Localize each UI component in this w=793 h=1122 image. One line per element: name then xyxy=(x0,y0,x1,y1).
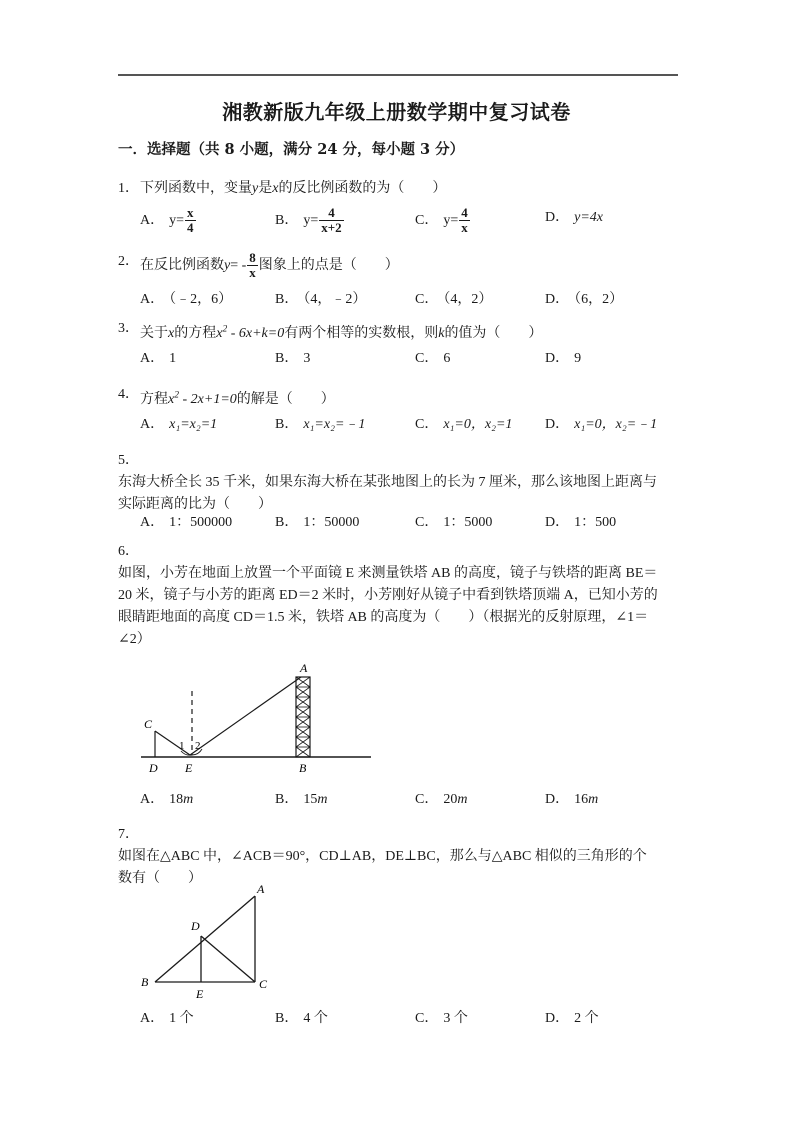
q3-option-a-text: 1 xyxy=(169,351,177,366)
q4-option-b[interactable] xyxy=(275,413,365,433)
q3-equation: $x^2 - 6x+k=0$ xyxy=(216,324,285,341)
q5-option-b[interactable] xyxy=(275,511,359,531)
q1-option-a-fraction xyxy=(185,206,196,234)
q1-stem-text-1: 下列函数中，变量 xyxy=(140,181,252,196)
label-B: B xyxy=(299,761,307,775)
q5-option-b-text: 1：50000 xyxy=(303,515,360,530)
question-2-stem xyxy=(140,250,399,280)
q1-option-d-expr: y=4x xyxy=(574,210,603,225)
q3-option-c-text: 6 xyxy=(443,351,451,366)
q4-option-b-label: B． xyxy=(275,417,299,432)
question-1-options xyxy=(118,206,680,240)
q2-option-b[interactable] xyxy=(275,288,366,308)
label-D: D xyxy=(149,761,158,775)
q6-option-b-text: 15 xyxy=(303,792,318,807)
q7-option-c-label: C． xyxy=(415,1011,439,1026)
q6-option-d-label: D． xyxy=(545,792,570,807)
question-5-number: 5． xyxy=(118,453,139,468)
question-3-stem xyxy=(140,326,542,341)
q6-option-d[interactable] xyxy=(545,788,598,808)
q3-stem-text-2: 的方程 xyxy=(174,325,217,341)
q7-option-d-label: D． xyxy=(545,1011,570,1026)
q1-stem-text-3: 的反比例函数的为（ ） xyxy=(278,181,447,196)
q7-option-b-label: B． xyxy=(275,1011,299,1026)
q2-option-a-label: A． xyxy=(140,292,165,307)
label-E: E xyxy=(196,987,204,1001)
q4-equation: $x^2 - 2x+1=0$ xyxy=(168,390,237,407)
q6-option-a-text: 18 xyxy=(169,792,184,807)
q6-option-a[interactable] xyxy=(140,788,193,808)
question-4 xyxy=(118,384,680,411)
q6-option-b[interactable] xyxy=(275,788,327,808)
q1-option-a-label: A． xyxy=(140,212,165,228)
question-4-number: 4． xyxy=(118,387,139,402)
q7-option-a-text: 1 个 xyxy=(169,1011,194,1026)
q3-option-d-text: 9 xyxy=(574,351,582,366)
question-7-options xyxy=(118,1007,680,1029)
q3-option-b-text: 3 xyxy=(303,351,311,366)
q7-option-b-text: 4 个 xyxy=(303,1011,328,1026)
q6-option-a-unit: m xyxy=(183,792,194,807)
q3-option-c-label: C． xyxy=(415,351,439,366)
q1-option-c-fraction xyxy=(459,206,470,234)
q1-option-b-denominator: x+2 xyxy=(321,219,342,235)
q1-option-b-numerator: 4 xyxy=(328,205,335,220)
question-2 xyxy=(118,251,680,279)
q4-option-d-label: D． xyxy=(545,417,570,432)
section-heading: 一．选择题（共 8 小题，满分 24 分，每小题 3 分） xyxy=(118,141,465,158)
q2-var-y: y xyxy=(224,257,231,273)
q2-denominator: x xyxy=(249,264,256,280)
q1-option-c[interactable] xyxy=(415,206,471,234)
q3-option-d[interactable] xyxy=(545,347,581,367)
q1-option-c-prefix: y= xyxy=(443,212,459,228)
q4-option-d-text: x₁=0，x₂=﹣1 xyxy=(574,417,658,432)
label-A: A xyxy=(300,661,308,675)
q1-var-x: x xyxy=(272,181,279,196)
q6-stem-line-1: 如图，小芳在地面上放置一个平面镜 E 来测量铁塔 AB 的高度，镜子与铁塔的距离 BE＝ xyxy=(118,566,658,581)
q7-option-a-label: A． xyxy=(140,1011,165,1026)
q3-stem-text-4: 的值为（ ） xyxy=(444,325,543,341)
q2-option-a-text: （﹣2，6） xyxy=(169,292,233,307)
q1-option-a-numerator: x xyxy=(187,205,194,220)
q1-option-b[interactable] xyxy=(275,206,345,234)
label-B: B xyxy=(141,975,149,989)
mirror-tower-diagram xyxy=(133,655,378,785)
label-A: A xyxy=(257,882,265,896)
question-7-number: 7． xyxy=(118,827,139,842)
q1-option-b-fraction xyxy=(319,206,343,234)
q3-option-b[interactable] xyxy=(275,347,310,367)
q4-option-a[interactable] xyxy=(140,413,217,433)
q5-option-a-label: A． xyxy=(140,515,165,530)
question-6-number: 6． xyxy=(118,544,139,559)
question-1 xyxy=(118,178,680,200)
q2-option-c[interactable] xyxy=(415,288,492,308)
q6-option-c-unit: m xyxy=(457,792,468,807)
q3-option-d-label: D． xyxy=(545,351,570,366)
q5-option-c[interactable] xyxy=(415,511,492,531)
label-C: C xyxy=(144,717,153,731)
segment-cd xyxy=(201,936,255,982)
q5-option-d[interactable] xyxy=(545,511,616,531)
q6-stem-line-3: 眼睛距地面的高度 CD＝1.5 米，铁塔 AB 的高度为（ ）（根据光的反射原理，∠1＝ xyxy=(118,610,649,625)
mirror-tower-svg xyxy=(133,655,378,785)
q5-stem-line-2: 实际距离的比为（ ） xyxy=(118,497,272,512)
q2-stem-text-1: 在反比例函数 xyxy=(140,257,224,273)
q3-var-k: k xyxy=(438,325,445,341)
q2-equals-minus: = - xyxy=(230,257,247,273)
question-4-options xyxy=(118,413,680,435)
q7-option-b[interactable] xyxy=(275,1007,328,1027)
page-title: 湘教新版九年级上册数学期中复习试卷 xyxy=(222,100,571,124)
q2-option-c-label: C． xyxy=(415,292,439,307)
q3-stem-text-3: 有两个相等的实数根，则 xyxy=(284,325,439,341)
q1-option-a-prefix: y= xyxy=(169,212,185,228)
question-3-number: 3． xyxy=(118,321,139,336)
q5-stem-line-1: 东海大桥全长 35 千米，如果东海大桥在某张地图上的长为 7 厘米，那么该地图上距离与 xyxy=(118,475,657,490)
q2-option-b-label: B． xyxy=(275,292,299,307)
label-angle-1: 1 xyxy=(179,740,185,752)
q1-option-c-denominator: x xyxy=(461,219,468,235)
q6-option-c-text: 20 xyxy=(443,792,458,807)
q4-option-c-text: x₁=0，x₂=1 xyxy=(443,417,513,432)
right-triangle-diagram xyxy=(133,878,333,1003)
incident-ray-ce xyxy=(155,731,190,755)
q4-option-b-text: x₁=x₂=﹣1 xyxy=(303,417,366,432)
q7-stem-line-2: 数有（ ） xyxy=(118,871,202,886)
q7-option-c-text: 3 个 xyxy=(443,1011,468,1026)
q2-option-c-text: （4，2） xyxy=(443,292,493,307)
question-3-options xyxy=(118,347,680,369)
q3-stem-text-1: 关于 xyxy=(140,325,168,341)
q6-option-c[interactable] xyxy=(415,788,467,808)
q1-option-d-label: D． xyxy=(545,210,570,225)
q4-stem-text-2: 的解是（ ） xyxy=(236,391,335,407)
question-1-stem xyxy=(140,181,446,196)
q4-option-c[interactable] xyxy=(415,413,512,433)
q5-option-a[interactable] xyxy=(140,511,232,531)
q2-option-d-label: D． xyxy=(545,292,570,307)
q3-option-c[interactable] xyxy=(415,347,450,367)
q2-option-b-text: （4，﹣2） xyxy=(303,292,367,307)
q7-option-a[interactable] xyxy=(140,1007,194,1027)
q1-stem-text-2: 是 xyxy=(258,181,273,196)
q6-stem-line-4: ∠2） xyxy=(118,632,151,647)
q4-option-a-text: x₁=x₂=1 xyxy=(169,417,218,432)
q6-option-b-unit: m xyxy=(317,792,328,807)
question-6-stem xyxy=(118,563,680,651)
q3-option-a[interactable] xyxy=(140,347,176,367)
q5-option-c-label: C． xyxy=(415,515,439,530)
q4-stem-text-1: 方程 xyxy=(140,391,168,407)
q2-stem-text-2: 图象上的点是（ ） xyxy=(258,257,399,273)
q4-option-a-label: A． xyxy=(140,417,165,432)
question-2-options xyxy=(118,288,680,310)
q2-fraction xyxy=(247,251,258,279)
question-6-options xyxy=(118,788,680,810)
q5-option-b-label: B． xyxy=(275,515,299,530)
q2-option-d-text: （6，2） xyxy=(574,292,624,307)
q7-option-d-text: 2 个 xyxy=(574,1011,599,1026)
header-rule xyxy=(118,74,678,76)
q1-option-a[interactable] xyxy=(140,206,197,234)
q7-stem-line-1: 如图在△ABC 中，∠ACB＝90°，CD⊥AB，DE⊥BC，那么与△ABC 相似的三角形的个 xyxy=(118,849,647,864)
label-angle-2: 2 xyxy=(195,740,201,752)
question-5-stem xyxy=(118,472,680,516)
q2-numerator: 8 xyxy=(249,250,256,265)
question-5 xyxy=(118,450,680,516)
q1-option-c-label: C． xyxy=(415,212,439,228)
q1-option-c-numerator: 4 xyxy=(461,205,468,220)
q5-option-c-text: 1：5000 xyxy=(443,515,493,530)
question-3 xyxy=(118,318,680,345)
q1-var-y: y xyxy=(252,181,259,196)
q1-option-a-denominator: 4 xyxy=(187,219,194,235)
question-4-stem xyxy=(140,392,335,407)
question-1-number: 1． xyxy=(118,181,139,196)
q7-option-c[interactable] xyxy=(415,1007,468,1027)
q6-option-a-label: A． xyxy=(140,792,165,807)
q5-option-d-text: 1：500 xyxy=(574,515,617,530)
question-2-number: 2． xyxy=(118,254,139,269)
q6-stem-line-2: 20 米，镜子与小芳的距离 ED＝2 米时，小芳刚好从镜子中看到铁塔顶端 A，已知小芳的 xyxy=(118,588,658,603)
q3-option-a-label: A． xyxy=(140,351,165,366)
label-C: C xyxy=(259,977,268,991)
q6-option-c-label: C． xyxy=(415,792,439,807)
question-6 xyxy=(118,541,680,651)
q5-option-a-text: 1：500000 xyxy=(169,515,233,530)
q7-option-d[interactable] xyxy=(545,1007,599,1027)
q1-option-d[interactable] xyxy=(545,206,603,226)
q6-option-b-label: B． xyxy=(275,792,299,807)
q2-option-d[interactable] xyxy=(545,288,623,308)
right-triangle-svg xyxy=(133,878,333,1003)
q5-option-d-label: D． xyxy=(545,515,570,530)
label-E: E xyxy=(185,761,193,775)
q3-var-x: x xyxy=(168,325,175,341)
q3-option-b-label: B． xyxy=(275,351,299,366)
q1-option-b-label: B． xyxy=(275,212,299,228)
q2-option-a[interactable] xyxy=(140,288,232,308)
q6-option-d-text: 16 xyxy=(574,792,589,807)
q4-option-c-label: C． xyxy=(415,417,439,432)
tower-hatch xyxy=(296,677,310,757)
reflected-ray-ea xyxy=(190,677,301,755)
q1-option-b-prefix: y= xyxy=(303,212,319,228)
question-5-options xyxy=(118,511,680,533)
q6-option-d-unit: m xyxy=(588,792,599,807)
label-D: D xyxy=(191,919,200,933)
q4-option-d[interactable] xyxy=(545,413,657,433)
